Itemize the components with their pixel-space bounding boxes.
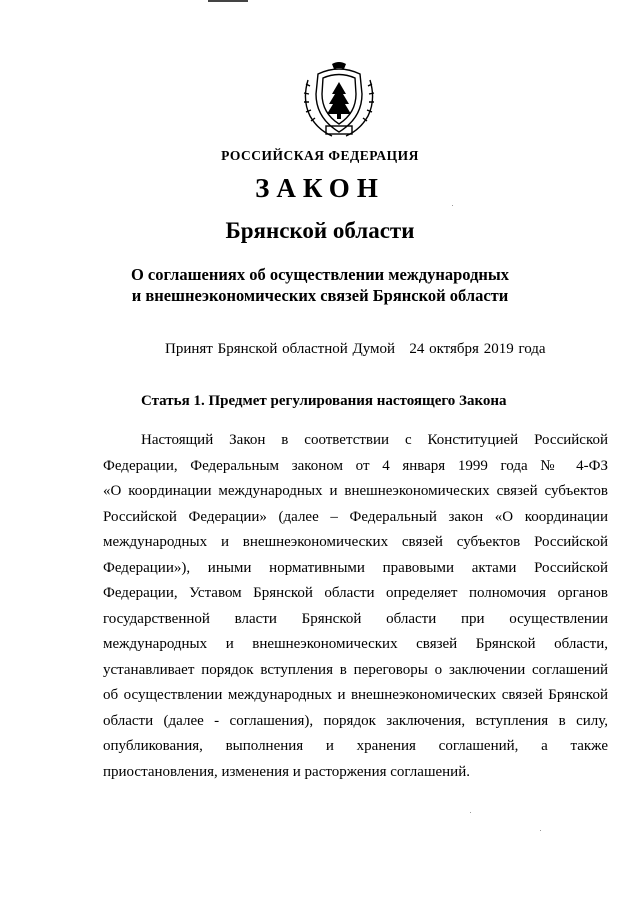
body-line: опубликования, выполнения и хранения соглашений, а также — [103, 738, 608, 754]
body-line: устанавливает порядок вступления в переговоры о заключении соглашений — [103, 661, 608, 678]
body-line: Федерации, Уставом Брянской области определяет полномочия органов — [103, 585, 608, 601]
body-line: государственной власти Брянской области при осуществлении — [103, 610, 608, 627]
body-line: Федерации, Федеральным законом от 4 января 1999 года № 4-ФЗ — [103, 457, 608, 474]
coat-of-arms-icon — [296, 60, 382, 140]
law-title-line-1: О соглашениях об осуществлении международных — [130, 265, 510, 284]
body-line: Российской Федерации» (далее – Федеральный закон «О координации — [103, 508, 608, 525]
law-title-line-2: и внешнеэкономических связей Брянской области — [131, 286, 509, 305]
body-line: Настоящий Закон в соответствии с Конституцией Российской — [141, 432, 608, 448]
scan-speck — [540, 830, 541, 831]
body-line: приостановления, изменения и расторжения соглашений. — [103, 763, 470, 780]
country-heading: РОССИЙСКАЯ ФЕДЕРАЦИЯ — [221, 148, 419, 163]
scan-speck — [470, 812, 471, 813]
body-line: Федерации»), иными нормативными правовыми актами Российской — [103, 559, 608, 576]
article-body — [103, 428, 608, 785]
body-line: об осуществлении международных и внешнеэкономических связей Брянской — [103, 687, 608, 703]
body-line: «О координации международных и внешнеэкономических связей субъектов — [103, 483, 608, 499]
body-line: области (далее - соглашения), порядок заключения, вступления в силу, — [103, 712, 608, 729]
article-heading: Статья 1. Предмет регулирования настоящего Закона — [141, 393, 507, 409]
document-type-heading: ЗАКОН — [255, 173, 385, 203]
scan-speck — [452, 205, 453, 206]
body-line: международных и внешнеэкономических связей Брянской области, — [103, 636, 608, 652]
region-heading: Брянской области — [225, 218, 415, 243]
body-line: международных и внешнеэкономических связей субъектов Российской — [103, 534, 608, 550]
adoption-line: Принят Брянской областной Думой 24 октября 2019 года — [165, 341, 546, 357]
top-rule — [208, 0, 248, 2]
law-title — [0, 264, 640, 306]
